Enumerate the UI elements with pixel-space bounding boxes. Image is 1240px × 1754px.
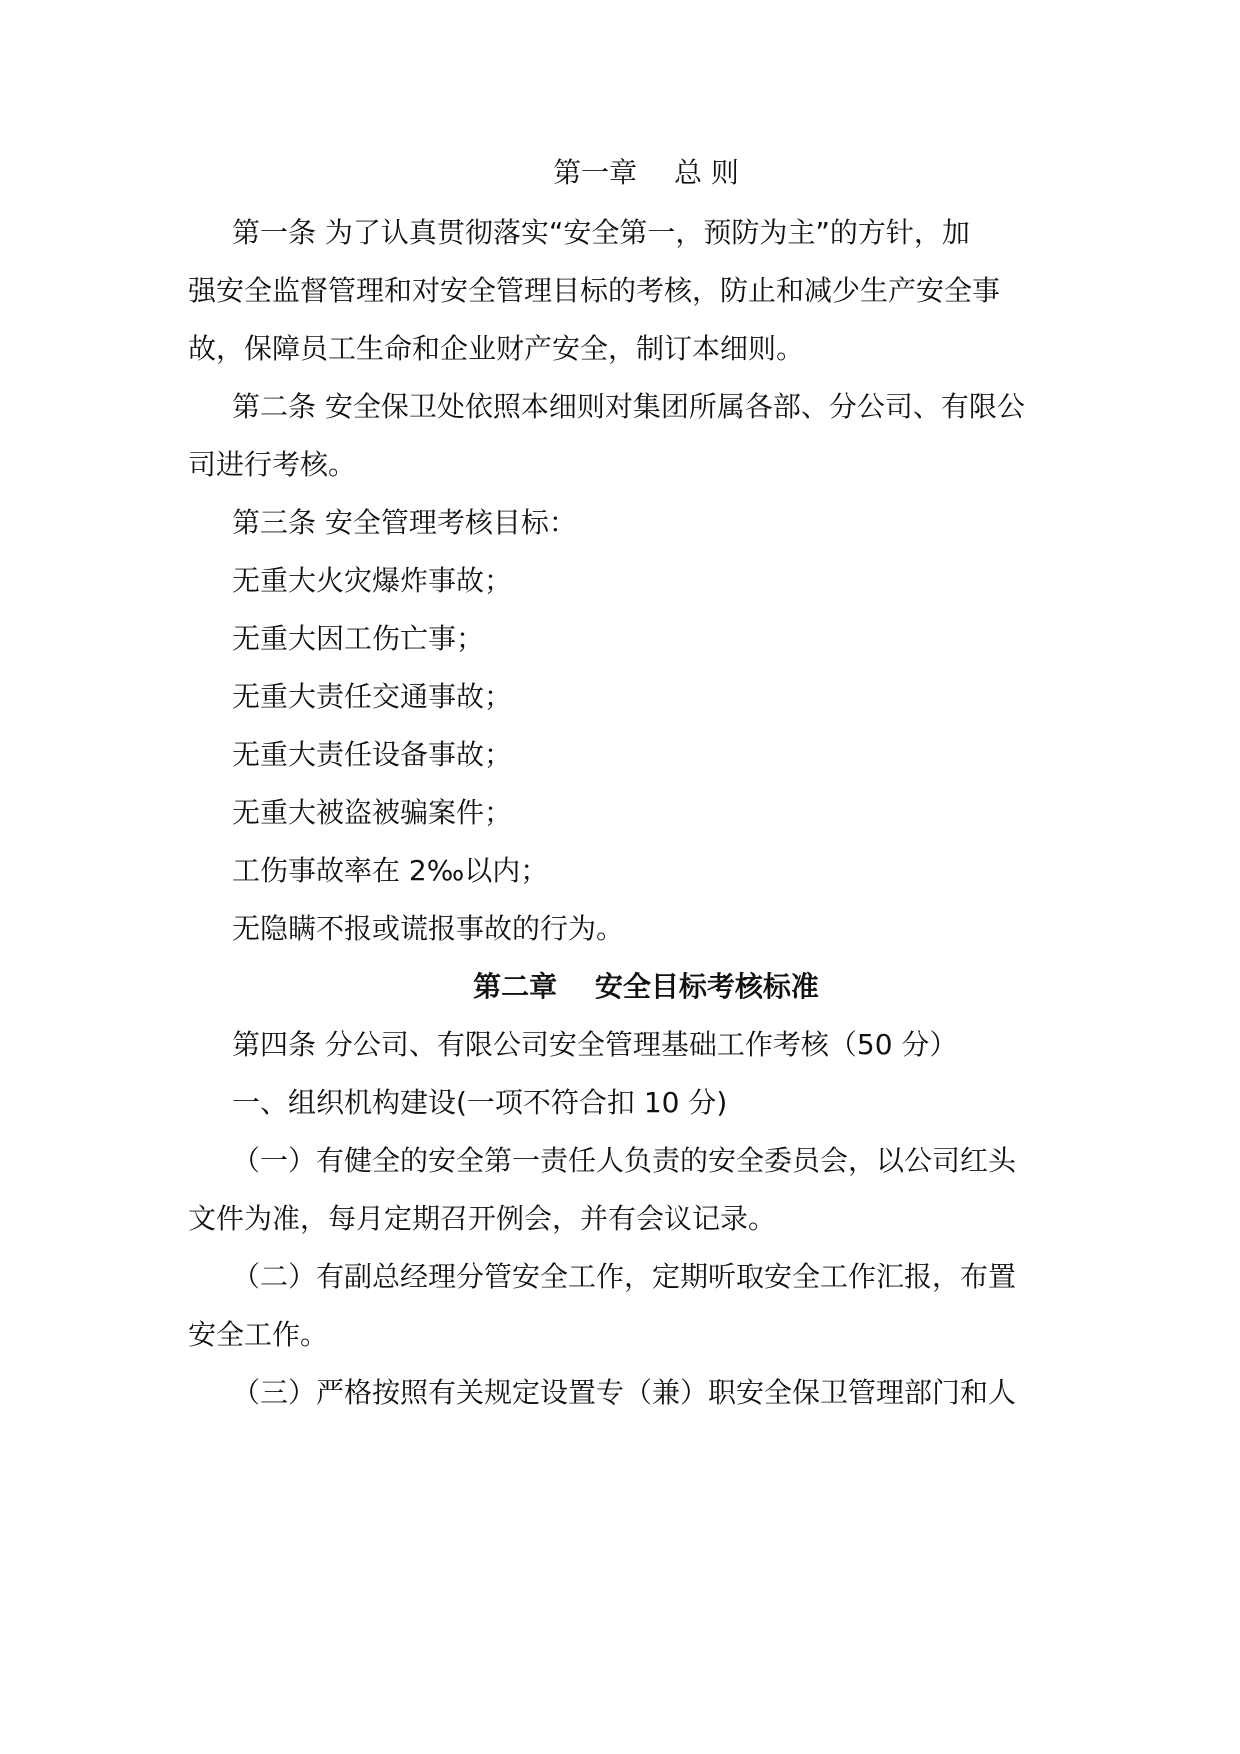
section-1-heading: 一、组织机构建设(一项不符合扣 10 分) — [232, 1086, 728, 1119]
article-1-line-2: 强安全监督管理和对安全管理目标的考核，防止和减少生产安全事 — [188, 274, 1001, 307]
goal-item: 无重大责任设备事故； — [232, 738, 513, 771]
item-2-line-2: 安全工作。 — [188, 1318, 329, 1351]
goal-item: 无隐瞒不报或谎报事故的行为。 — [232, 912, 625, 945]
article-1-line-3: 故，保障员工生命和企业财产安全，制订本细则。 — [188, 332, 805, 365]
article-2-line-2: 司进行考核。 — [188, 448, 357, 481]
goal-item: 工伤事故率在 2‰以内； — [232, 854, 549, 887]
goal-item: 无重大责任交通事故； — [232, 680, 513, 713]
chapter-2-title: 第二章 安全目标考核标准 — [473, 970, 819, 1003]
chapter-1-title: 第一章 总 则 — [553, 156, 739, 189]
goal-item: 无重大被盗被骗案件； — [232, 796, 513, 829]
article-3-heading: 第三条 安全管理考核目标： — [232, 506, 577, 539]
item-3-line-1: （三）严格按照有关规定设置专（兼）职安全保卫管理部门和人 — [232, 1376, 1017, 1409]
item-2-line-1: （二）有副总经理分管安全工作，定期听取安全工作汇报，布置 — [232, 1260, 1017, 1293]
goal-item: 无重大火灾爆炸事故； — [232, 564, 513, 597]
goal-item: 无重大因工伤亡事； — [232, 622, 485, 655]
article-2-line-1: 第二条 安全保卫处依照本细则对集团所属各部、分公司、有限公 — [232, 390, 1025, 423]
article-4-heading: 第四条 分公司、有限公司安全管理基础工作考核（50 分） — [232, 1028, 958, 1061]
article-1-line-1: 第一条 为了认真贯彻落实“安全第一，预防为主”的方针，加 — [232, 216, 970, 249]
item-1-line-2: 文件为准，每月定期召开例会，并有会议记录。 — [188, 1202, 777, 1235]
item-1-line-1: （一）有健全的安全第一责任人负责的安全委员会，以公司红头 — [232, 1144, 1017, 1177]
